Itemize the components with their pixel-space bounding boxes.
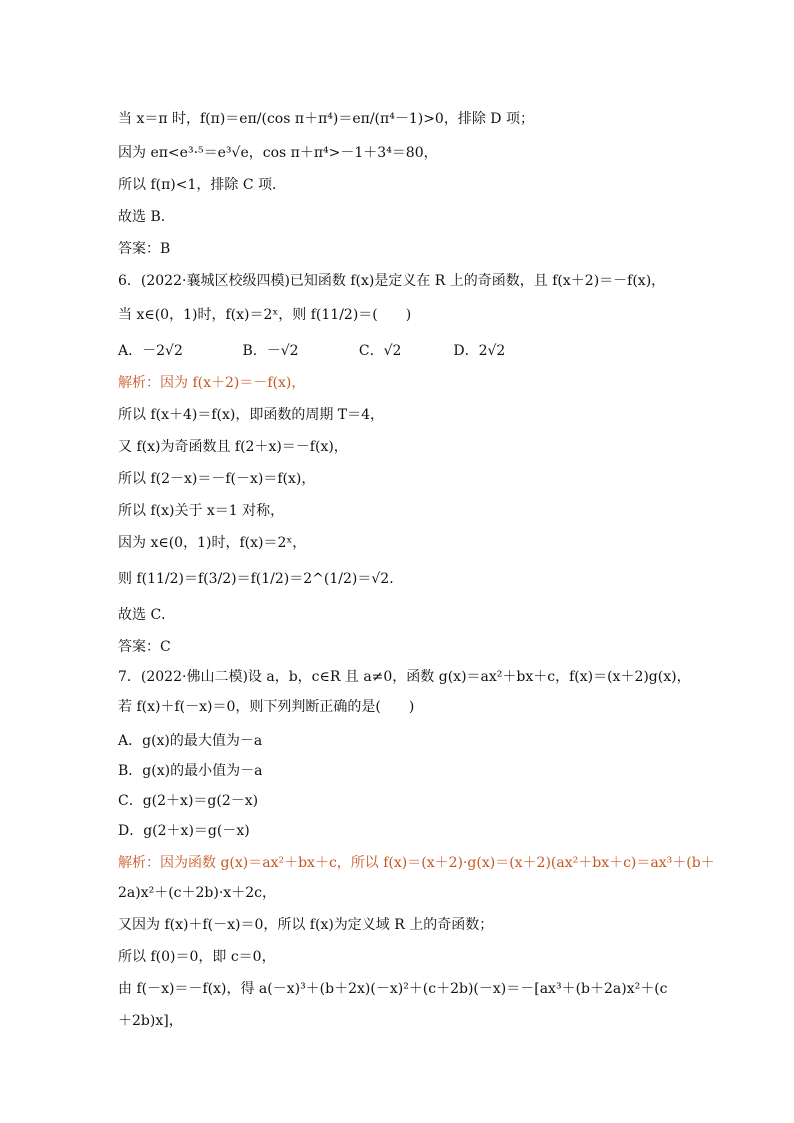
q6-options: [118, 338, 505, 364]
q6-option-a: A．－2√2: [118, 343, 183, 359]
q6-solution-2: 所以 f(x＋4)＝f(x)，即函数的周期 T＝4，: [118, 407, 385, 423]
q6-option-c: C．√2: [358, 343, 402, 359]
q7-solution-4: 所以 f(0)＝0，即 c＝0，: [118, 949, 276, 965]
q7-option-a: A．g(x)的最大值为－a: [118, 733, 263, 749]
q6-option-d: D．2√2: [453, 343, 506, 359]
q6-solution-5: 所以 f(x)关于 x＝1 对称，: [118, 503, 285, 519]
q7-solution-5: 由 f(－x)＝－f(x)，得 a(－x)³＋(b＋2x)(－x)²＋(c＋2b)(－x)＝－[ax³＋(b＋2a)x²＋(c: [118, 981, 668, 997]
q6-option-b: B．－√2: [242, 343, 299, 359]
q6-solution-6: 因为 x∈(0，1)时，f(x)＝2ˣ，: [118, 535, 307, 551]
text-line-3: 所以 f(π)<1，排除 C 项．: [118, 177, 287, 193]
q6-solution-1: [118, 370, 305, 396]
q6-solution-8: 故选 C．: [118, 607, 176, 623]
q7-solution-2: 2a)x²＋(c＋2b)·x＋2c，: [118, 885, 276, 901]
solution-text: 解析：因为 f(x＋2)＝－f(x)，: [118, 375, 306, 391]
q6-stem-2: 当 x∈(0，1)时，f(x)＝2ˣ，则 f(11/2)＝( ): [118, 307, 412, 323]
q6-answer: 答案：C: [118, 639, 171, 655]
solution-text: 解析：因为函数 g(x)＝ax²＋bx＋c，所以 f(x)＝(x＋2)·g(x)＝(x＋2)(ax²＋bx＋c)＝ax³＋(b＋: [118, 855, 715, 871]
q7-solution-6: ＋2b)x]，: [118, 1013, 183, 1029]
text-line-2: 因为 eπ<e³·⁵＝e³√e，cos π＋π⁴>－1＋3⁴＝80，: [118, 145, 438, 161]
q7-stem-2: 若 f(x)＋f(－x)＝0，则下列判断正确的是( ): [118, 699, 415, 715]
q7-stem-1: 7．(2022·佛山二模)设 a，b，c∈R 且 a≠0，函数 g(x)＝ax²＋bx＋c，f(x)＝(x＋2)g(x)，: [118, 669, 691, 685]
q7-option-c: C．g(2＋x)＝g(2－x): [118, 793, 259, 809]
text-line-4: 故选 B．: [118, 209, 175, 225]
q7-solution-3: 又因为 f(x)＋f(－x)＝0，所以 f(x)为定义域 R 上的奇函数；: [118, 917, 494, 933]
q6-solution-3: 又 f(x)为奇函数且 f(2＋x)＝－f(x)，: [118, 439, 348, 455]
text-line-1: 当 x＝π 时，f(π)＝eπ/(cos π＋π⁴)＝eπ/(π⁴－1)>0，排除 D 项；: [118, 111, 534, 127]
q6-solution-7: 则 f(11/2)＝f(3/2)＝f(1/2)＝2^(1/2)＝√2．: [118, 571, 404, 587]
q7-option-d: D．g(2＋x)＝g(－x): [118, 823, 250, 839]
answer-line: 答案：B: [118, 241, 171, 257]
q6-solution-4: 所以 f(2－x)＝－f(－x)＝f(x)，: [118, 471, 316, 487]
q7-solution-1: [118, 850, 715, 876]
q6-stem-1: 6．(2022·襄城区校级四模)已知函数 f(x)是定义在 R 上的奇函数，且 f(x＋2)＝－f(x)，: [118, 273, 666, 289]
q7-option-b: B．g(x)的最小值为－a: [118, 763, 263, 779]
